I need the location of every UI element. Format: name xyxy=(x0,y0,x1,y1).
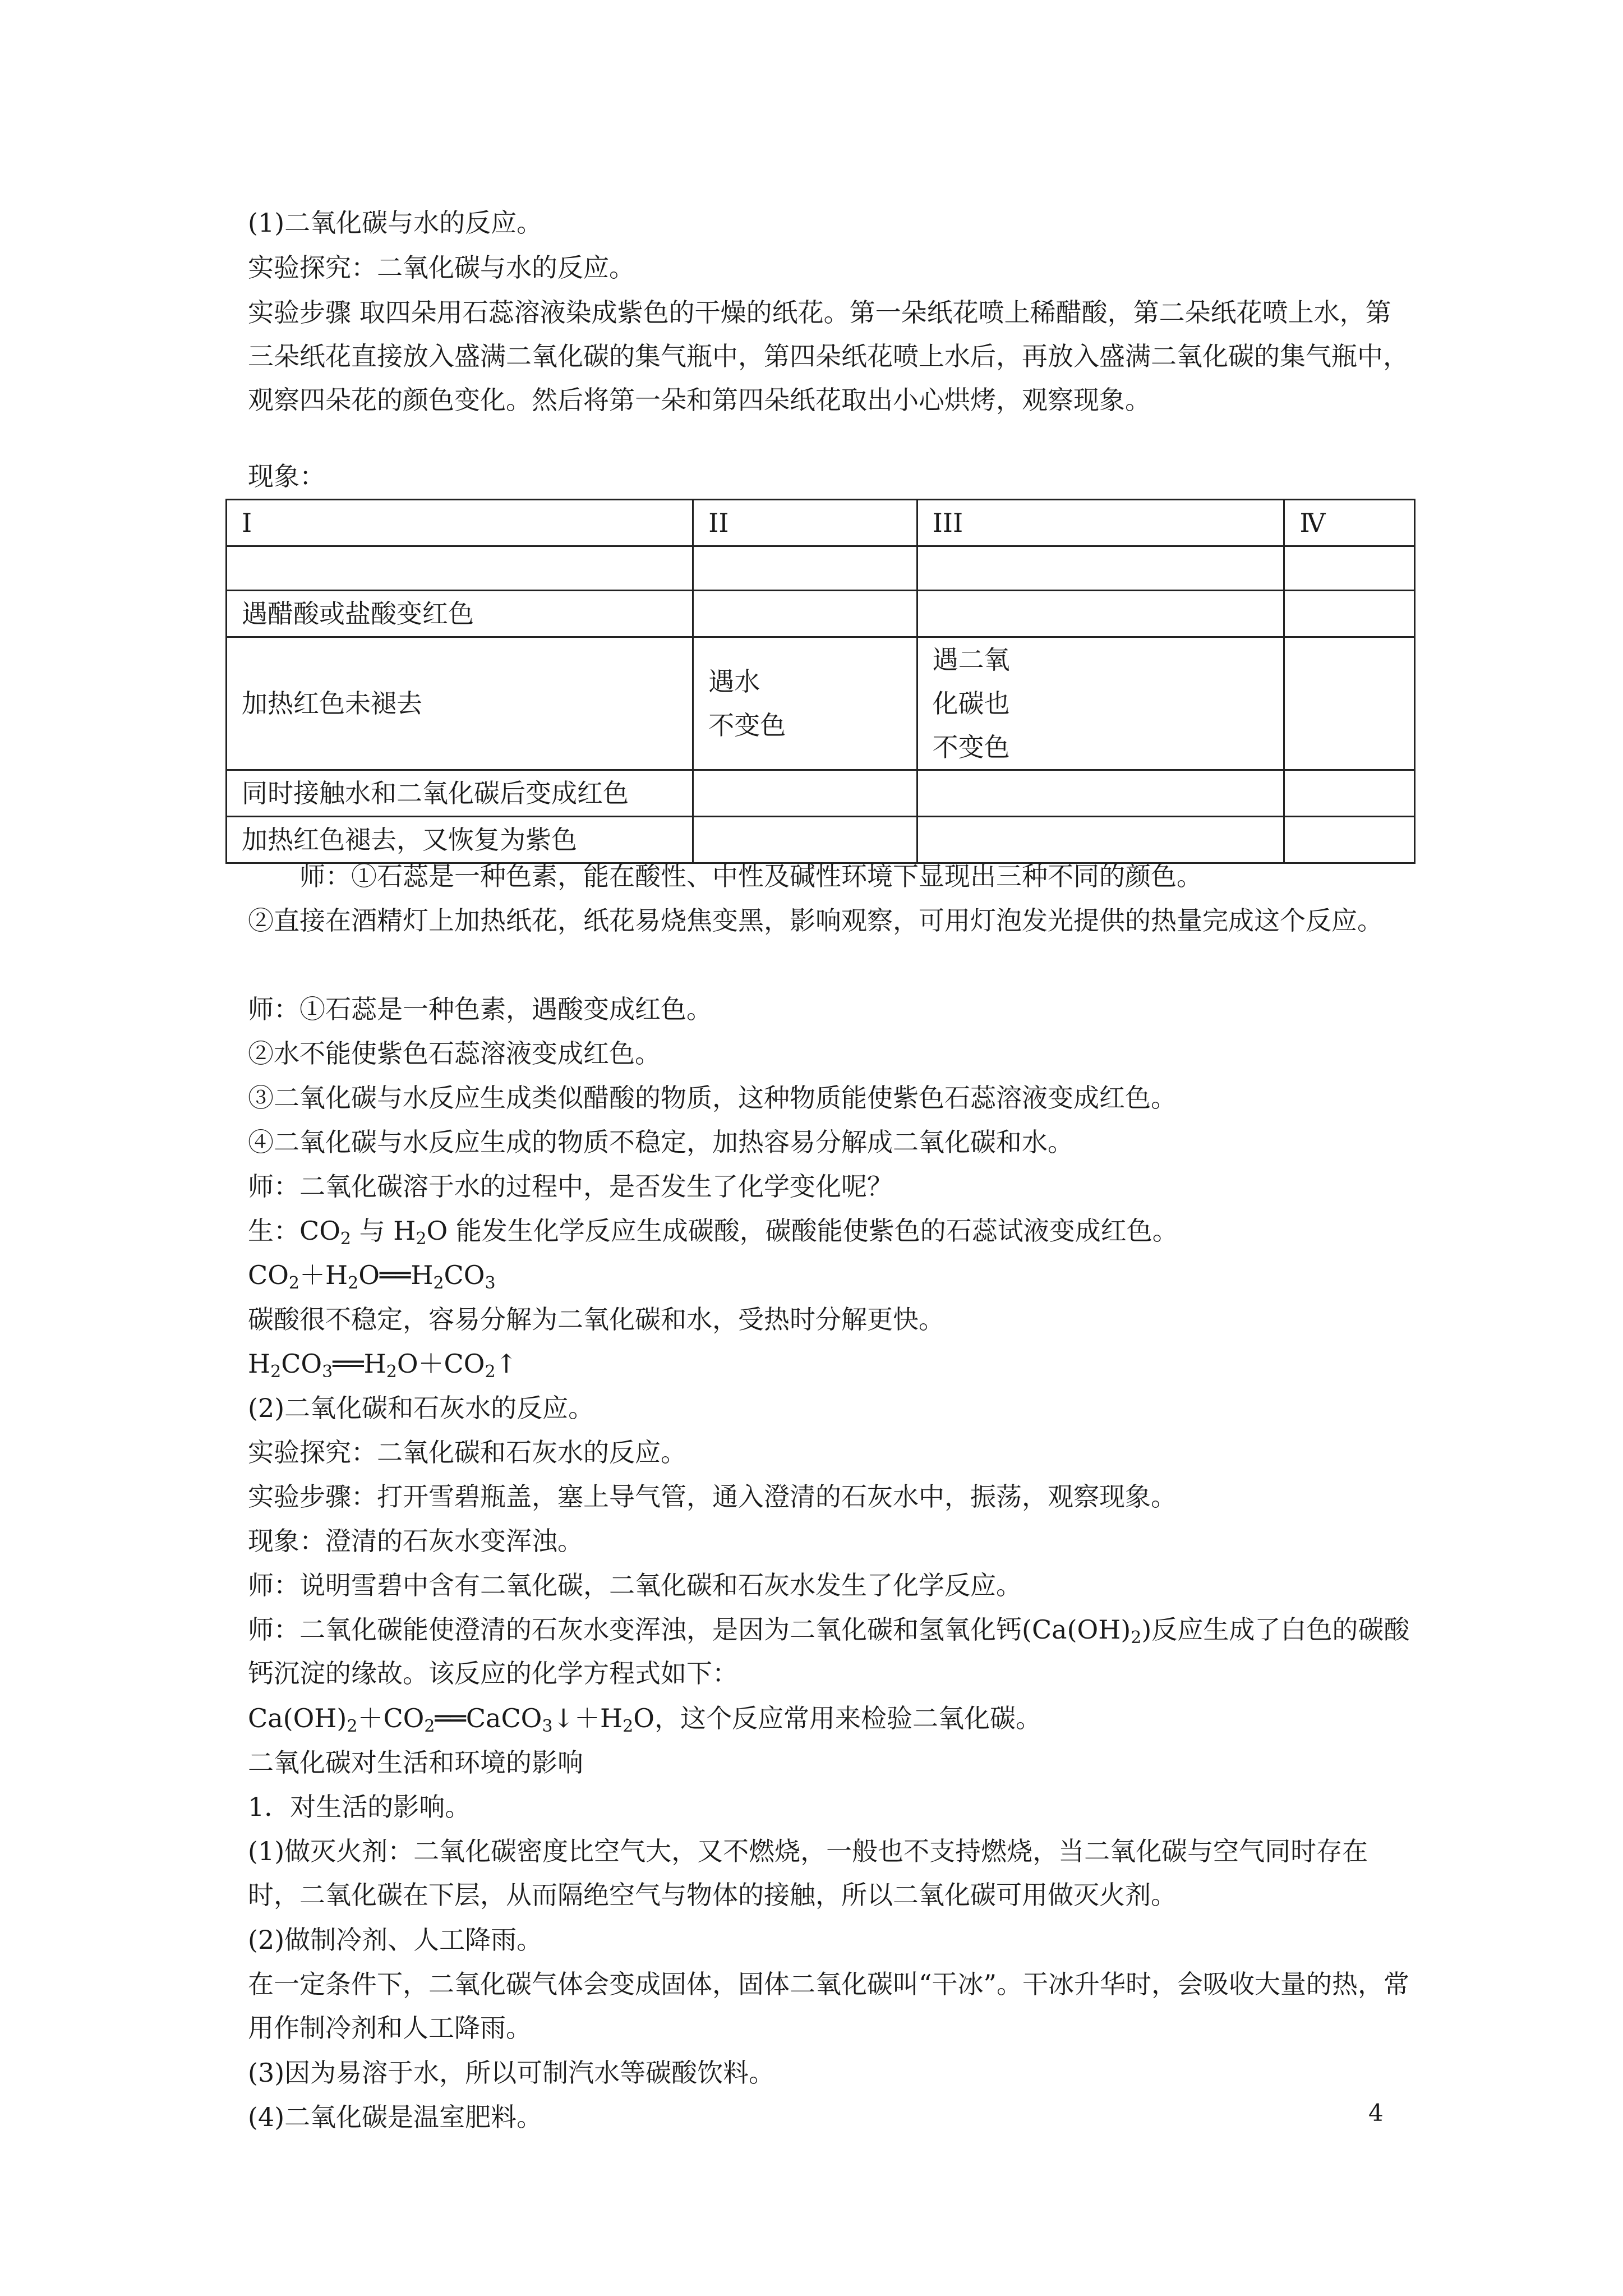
table-cell xyxy=(917,637,1284,770)
section-heading-co2-water: (1)二氧化碳与水的反应。 xyxy=(248,208,543,238)
teacher-question: 师：二氧化碳溶于水的过程中，是否发生了化学变化呢？ xyxy=(248,1171,893,1202)
equation-decomposition: $H_2CO_3══H_2O+CO_2↑$ xyxy=(248,1349,518,1382)
header-cell: I xyxy=(227,500,693,546)
cell-line: 遇二氧 xyxy=(932,645,1010,675)
experiment-steps: 实验步骤 取四朵用石蕊溶液染成紫色的干燥的纸花。第一朵纸花喷上稀醋酸，第二朵纸花喷上水，第三朵纸花直接放入盛满二氧化碳的集气瓶中，第四朵纸花喷上水后，再放入盛满二氧化碳的集气瓶中，观察四朵花的颜色变化。然后将第一朵和第四朵纸花取出小心烘烤，观察现象。 xyxy=(248,297,1409,415)
table-header-row xyxy=(227,500,1415,546)
observation-2: 现象：澄清的石灰水变浑浊。 xyxy=(248,1526,583,1556)
table-cell xyxy=(693,591,917,637)
table-cell xyxy=(693,546,917,591)
table-cell: 加热红色未褪去 xyxy=(227,637,693,770)
section-heading-limewater: (2)二氧化碳和石灰水的反应。 xyxy=(248,1393,594,1423)
use-refrigerant: (2)做制冷剂、人工降雨。 xyxy=(248,1925,543,1955)
use-greenhouse: (4)二氧化碳是温室肥料。 xyxy=(248,2102,543,2132)
cell-line: 不变色 xyxy=(708,710,786,740)
header-cell: Ⅳ xyxy=(1284,500,1415,546)
teacher-point-1: 师：①石蕊是一种色素，遇酸变成红色。 xyxy=(248,994,712,1024)
teacher-note-litmus: 师：①石蕊是一种色素，能在酸性、中性及碱性环境下显现出三种不同的颜色。 xyxy=(248,861,1202,891)
table-row xyxy=(227,591,1415,637)
experiment-title-2: 实验探究：二氧化碳和石灰水的反应。 xyxy=(248,1437,686,1467)
decomposition-note: 碳酸很不稳定，容易分解为二氧化碳和水，受热时分解更快。 xyxy=(248,1304,944,1335)
use-soda: (3)因为易溶于水，所以可制汽水等碳酸饮料。 xyxy=(248,2058,775,2088)
experiment-steps-2: 实验步骤：打开雪碧瓶盖，塞上导气管，通入澄清的石灰水中，振荡，观察现象。 xyxy=(248,1481,1177,1512)
table-cell xyxy=(1284,637,1415,770)
table-row xyxy=(227,546,1415,591)
note-heating: ②直接在酒精灯上加热纸花，纸花易烧焦变黑，影响观察，可用灯泡发光提供的热量完成这个反应。 xyxy=(248,905,1383,936)
teacher-point-4: ④二氧化碳与水反应生成的物质不稳定，加热容易分解成二氧化碳和水。 xyxy=(248,1127,1073,1157)
table-cell: 同时接触水和二氧化碳后变成红色 xyxy=(227,770,693,817)
table-cell xyxy=(917,591,1284,637)
table-row xyxy=(227,637,1415,770)
table-cell: 遇醋酸或盐酸变红色 xyxy=(227,591,693,637)
cell-line: 遇水 xyxy=(708,666,760,697)
table-cell: 加热红色褪去，又恢复为紫色 xyxy=(227,817,693,863)
observation-table xyxy=(225,499,1415,864)
table-cell xyxy=(1284,770,1415,817)
subheading-life: 1．对生活的影响。 xyxy=(248,1792,471,1822)
use-fire-extinguisher: (1)做灭火剂：二氧化碳密度比空气大，又不燃烧，一般也不支持燃烧，当二氧化碳与空气同时存在时，二氧化碳在下层，从而隔绝空气与物体的接触，所以二氧化碳可用做灭火剂。 xyxy=(248,1836,1368,1910)
teacher-point-3: ③二氧化碳与水反应生成类似醋酸的物质，这种物质能使紫色石蕊溶液变成红色。 xyxy=(248,1083,1177,1113)
cell-line: 化碳也 xyxy=(932,688,1010,719)
section-heading-effects: 二氧化碳对生活和环境的影响 xyxy=(248,1747,583,1778)
page-number: 4 xyxy=(1368,2099,1384,2127)
table-cell xyxy=(1284,546,1415,591)
teacher-point-2: ②水不能使紫色石蕊溶液变成红色。 xyxy=(248,1038,661,1069)
teacher-explanation: 师：说明雪碧中含有二氧化碳，二氧化碳和石灰水发生了化学反应。 xyxy=(248,1570,1022,1600)
experiment-title: 实验探究：二氧化碳与水的反应。 xyxy=(248,252,635,283)
teacher-explanation-reaction: 师：二氧化碳能使澄清的石灰水变浑浊，是因为二氧化碳和氢氧化钙$(Ca(OH)_2)$反应生成了白色的碳酸钙沉淀的缘故。该反应的化学方程式如下： xyxy=(248,1614,1410,1688)
observation-label: 现象： xyxy=(248,461,325,491)
table-row xyxy=(227,770,1415,817)
student-answer: 生：$CO_2$ 与 $H_2O$ 能发生化学反应生成碳酸，碳酸能使紫色的石蕊试液变成红色。 xyxy=(248,1216,1178,1249)
table-cell xyxy=(1284,591,1415,637)
equation-limewater: $Ca(OH)_2+CO_2══CaCO_3↓+H_2O$，这个反应常用来检验二氧化碳。 xyxy=(248,1703,1041,1736)
cell-line: 不变色 xyxy=(932,732,1010,762)
table-cell xyxy=(693,770,917,817)
header-cell: III xyxy=(917,500,1284,546)
equation-carbonic-acid: $CO_2+H_2O══H_2CO_3$ xyxy=(248,1260,496,1293)
table-cell xyxy=(917,770,1284,817)
header-cell: II xyxy=(693,500,917,546)
table-cell xyxy=(227,546,693,591)
table-cell xyxy=(693,637,917,770)
table-cell xyxy=(917,546,1284,591)
dry-ice-note: 在一定条件下，二氧化碳气体会变成固体，固体二氧化碳叫“干冰”。干冰升华时，会吸收大量的热，常用作制冷剂和人工降雨。 xyxy=(248,1969,1410,2043)
